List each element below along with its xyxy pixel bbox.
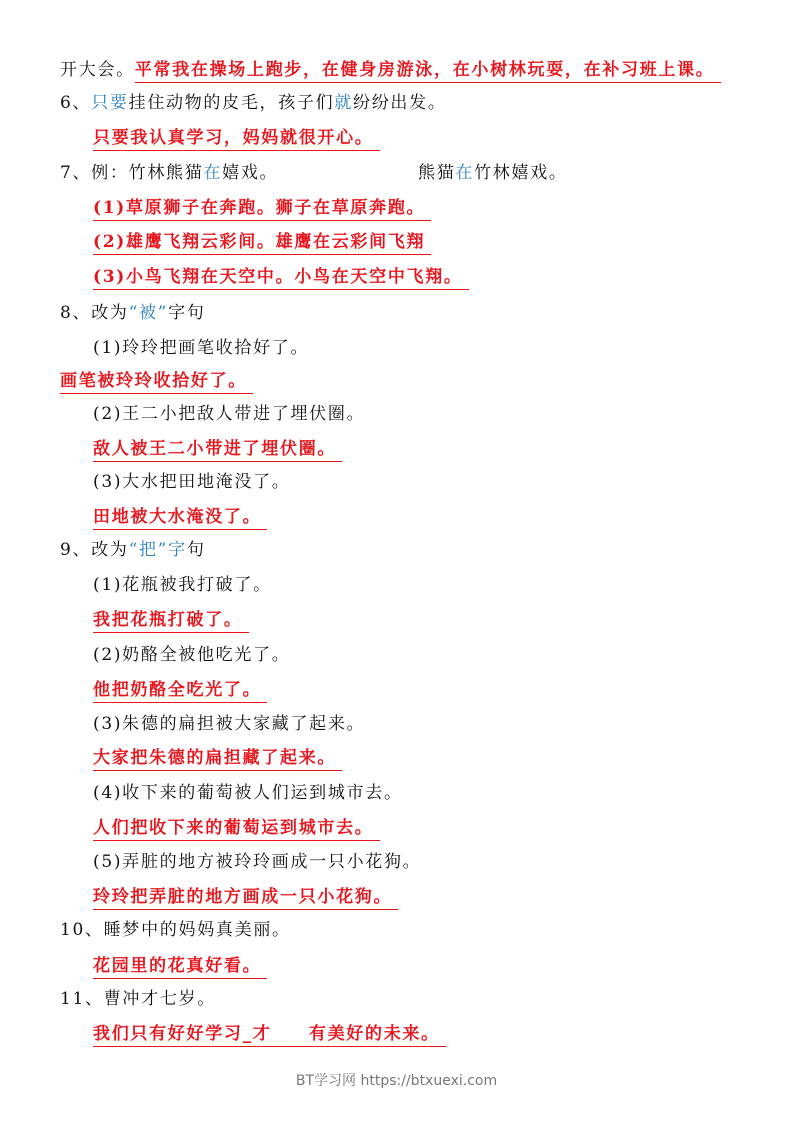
answer-line: [93, 506, 267, 528]
question-line: [60, 988, 216, 1010]
answer-text: 画笔被玲玲收拾好了。: [60, 371, 253, 394]
question-line: [93, 644, 290, 666]
answer-line: [93, 438, 342, 460]
answer-text: 田地被大水淹没了。: [93, 507, 267, 530]
keyword-text: 就: [334, 93, 354, 113]
answer-line: [93, 197, 431, 219]
answer-text: (2)雄鹰飞翔云彩间。雄鹰在云彩间飞翔: [93, 232, 431, 255]
question-text: (4)收下来的葡萄被人们运到城市去。: [93, 783, 403, 803]
answer-text: 他把奶酪全吃光了。: [93, 680, 267, 703]
question-text: 8、改为: [60, 303, 129, 323]
question-text: 句: [186, 540, 206, 560]
question-text: 7、例：竹林熊猫: [60, 163, 204, 183]
question-text: (2)奶酪全被他吃光了。: [93, 645, 291, 665]
question-line: [93, 574, 272, 596]
answer-line: [93, 955, 267, 977]
keyword-text: 在: [203, 163, 223, 183]
keyword-text: “被”: [128, 303, 169, 323]
answer-text: 敌人被王二小带进了埋伏圈。: [93, 439, 342, 462]
footer-watermark: BT学习网 https://btxuexi.com: [295, 1073, 498, 1089]
question-text: 纷纷出发。: [353, 93, 447, 113]
keyword-text: “把”字: [128, 540, 187, 560]
question-text: 10、睡梦中的妈妈真美丽。: [60, 920, 291, 940]
question-text: (3)朱德的扁担被大家藏了起来。: [93, 714, 366, 734]
answer-text: 平常我在操场上跑步，在健身房游泳，在小树林玩耍，在补习班上课。: [135, 60, 721, 83]
question-line: [60, 162, 278, 184]
answer-text: 花园里的花真好看。: [93, 956, 267, 979]
answer-line: [93, 127, 380, 149]
question-line: [93, 337, 309, 359]
keyword-text: 在: [455, 163, 475, 183]
answer-text: 大家把朱德的扁担藏了起来。: [93, 748, 342, 771]
question-text: 竹林嬉戏。: [474, 163, 568, 183]
question-text: 9、改为: [60, 540, 129, 560]
question-line: [93, 713, 365, 735]
question-line: [93, 471, 290, 493]
answer-line: [93, 886, 398, 908]
question-text: (2)王二小把敌人带进了埋伏圈。: [93, 404, 366, 424]
answer-line: [93, 817, 380, 839]
question-text: 字句: [168, 303, 206, 323]
answer-line: [93, 231, 431, 253]
question-text: (5)弄脏的地方被玲玲画成一只小花狗。: [93, 852, 422, 872]
answer-line: [60, 370, 253, 392]
question-text: 11、曹冲才七岁。: [60, 989, 216, 1009]
answer-line: [93, 747, 342, 769]
answer-text: 玲玲把弄脏的地方画成一只小花狗。: [93, 887, 398, 910]
question-line: [60, 302, 206, 324]
answer-line: [93, 1023, 446, 1045]
question-text: 开大会。: [60, 60, 135, 80]
answer-text: 我把花瓶打破了。: [93, 610, 249, 633]
question-text: (3)大水把田地淹没了。: [93, 472, 291, 492]
keyword-text: 只要: [91, 93, 129, 113]
answer-text: (3)小鸟飞翔在天空中。小鸟在天空中飞翔。: [93, 267, 469, 290]
answer-text: 我们只有好好学习_才 有美好的未来。: [93, 1024, 446, 1047]
question-text: 熊猫: [418, 163, 456, 183]
answer-text: (1)草原狮子在奔跑。狮子在草原奔跑。: [93, 198, 431, 221]
question-text: 挂住动物的皮毛，孩子们: [128, 93, 335, 113]
question-line: [93, 782, 403, 804]
answer-line: [60, 59, 721, 81]
question-line: [60, 92, 447, 114]
question-line: [93, 403, 365, 425]
question-text: (1)花瓶被我打破了。: [93, 575, 272, 595]
question-line: [60, 539, 206, 561]
question-line: [418, 162, 568, 184]
answer-text: 人们把收下来的葡萄运到城市去。: [93, 818, 380, 841]
answer-text: 只要我认真学习，妈妈就很开心。: [93, 128, 380, 151]
answer-line: [93, 609, 249, 631]
question-text: (1)玲玲把画笔收拾好了。: [93, 338, 310, 358]
answer-line: [93, 266, 469, 288]
question-line: [60, 919, 291, 941]
question-text: 嬉戏。: [222, 163, 279, 183]
question-text: 6、: [60, 93, 92, 113]
question-line: [93, 851, 421, 873]
answer-line: [93, 679, 267, 701]
